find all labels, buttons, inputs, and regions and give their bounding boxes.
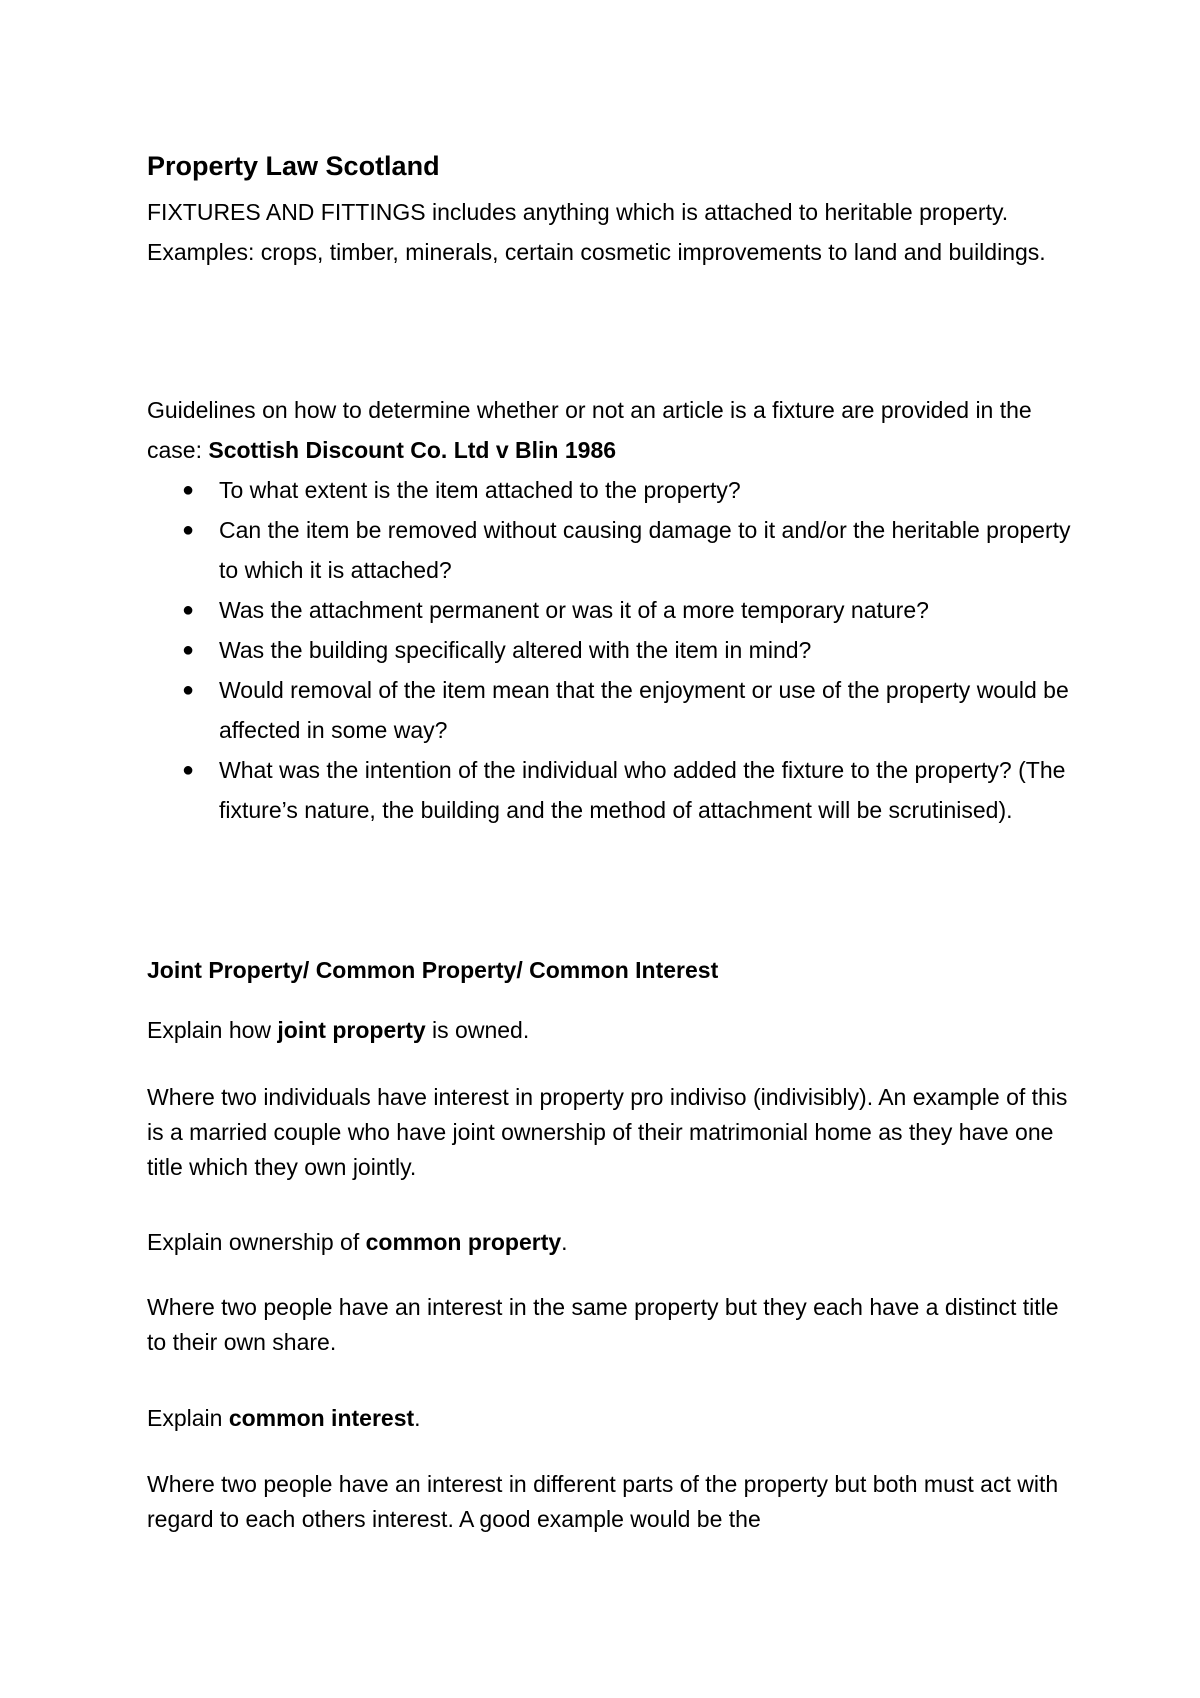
list-item-text: Can the item be removed without causing damage to it and/or the heritable property to which it is attached? bbox=[219, 517, 1071, 583]
page-title: Property Law Scotland bbox=[147, 151, 440, 181]
bullet-icon: ● bbox=[182, 759, 195, 781]
list-item-text: Was the attachment permanent or was it of a more temporary nature? bbox=[219, 597, 929, 623]
question-text: is owned. bbox=[425, 1017, 530, 1043]
question-term: common property bbox=[365, 1229, 562, 1255]
list-item-text: Would removal of the item mean that the enjoyment or use of the property would be affected in some way? bbox=[219, 677, 1069, 743]
answer-joint-property: Where two individuals have interest in property pro indiviso (indivisibly). An example of this is a married couple who have joint ownership of their matrimonial home as they have one title which they own jointly. bbox=[147, 1084, 1068, 1180]
case-citation: Scottish Discount Co. Ltd v Blin 1986 bbox=[208, 437, 617, 463]
question-term: joint property bbox=[277, 1017, 426, 1043]
question-joint-property bbox=[147, 1010, 1077, 1050]
list-item-text: To what extent is the item attached to the property? bbox=[219, 477, 741, 503]
list-item bbox=[147, 750, 1077, 830]
question-text: . bbox=[414, 1405, 421, 1431]
question-term: common interest bbox=[228, 1405, 415, 1431]
list-item bbox=[147, 590, 1077, 630]
bullet-icon: ● bbox=[182, 519, 195, 541]
guidelines-paragraph bbox=[147, 390, 1077, 830]
list-item bbox=[147, 630, 1077, 670]
question-text: Explain bbox=[147, 1405, 229, 1431]
answer-common-property: Where two people have an interest in the same property but they each have a distinct title to their own share. bbox=[147, 1294, 1059, 1355]
fixtures-line: FIXTURES AND FITTINGS includes anything which is attached to heritable property. bbox=[147, 199, 1009, 225]
list-item-text: Was the building specifically altered with the item in mind? bbox=[219, 637, 812, 663]
fixtures-definition bbox=[147, 192, 1077, 272]
bullet-icon: ● bbox=[182, 599, 195, 621]
section-heading: Joint Property/ Common Property/ Common Interest bbox=[147, 957, 719, 983]
question-common-interest bbox=[147, 1398, 1077, 1438]
question-common-property bbox=[147, 1222, 1077, 1262]
question-text: Explain how bbox=[147, 1017, 278, 1043]
guidelines-list bbox=[147, 470, 1077, 830]
examples-line: Examples: crops, timber, minerals, certain cosmetic improvements to land and buildings. bbox=[147, 239, 1046, 265]
question-text: Explain ownership of bbox=[147, 1229, 366, 1255]
bullet-icon: ● bbox=[182, 639, 195, 661]
guidelines-intro bbox=[147, 390, 1077, 470]
list-item bbox=[147, 470, 1077, 510]
answer-common-interest: Where two people have an interest in different parts of the property but both must act with regard to each others interest. A good example would be the bbox=[147, 1471, 1059, 1532]
bullet-icon: ● bbox=[182, 479, 195, 501]
question-text: . bbox=[561, 1229, 568, 1255]
bullet-icon: ● bbox=[182, 679, 195, 701]
list-item bbox=[147, 670, 1077, 750]
list-item bbox=[147, 510, 1077, 590]
guidelines-intro-text: Guidelines on how to determine whether or not an article is a fixture are provided in the case: bbox=[147, 397, 1032, 463]
list-item-text: What was the intention of the individual who added the fixture to the property? (The fixture’s nature, the building and the method of attachment will be scrutinised). bbox=[219, 757, 1066, 823]
